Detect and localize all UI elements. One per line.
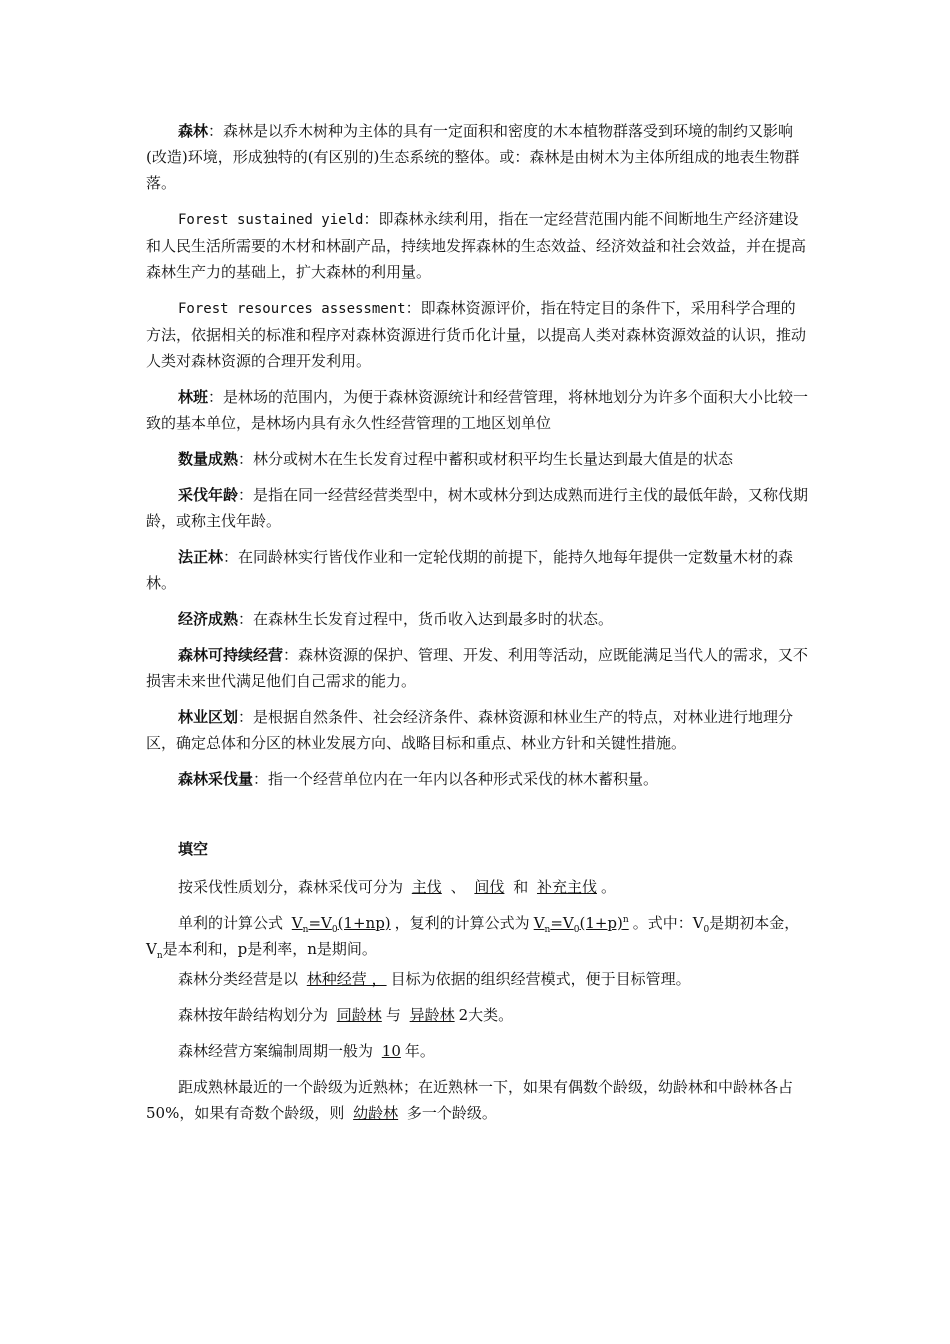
fill-question: 按采伐性质划分，森林采伐可分为 主伐 、 间伐 和 补充主伐 。 xyxy=(178,878,617,896)
definition-term: 森林可持续经营 xyxy=(178,646,284,664)
definition-term: Forest resources assessment xyxy=(178,301,406,317)
formula-blank: $V_n=V_0(1+np)$ xyxy=(291,914,391,935)
definition-term: 林业区划 xyxy=(178,708,239,726)
definition-term: 采伐年龄 xyxy=(178,486,239,504)
definition-paragraph: Forest sustained yield：即森林永续利用，指在一定经营范围内能不间断地生产经济建设和人民生活所需要的木材和林副产品，持续地发挥森林的生态效益、经济效益和社会效益，并在提高森林生产力的基础上，扩大森林的利用量。 xyxy=(146,210,807,281)
document-body xyxy=(146,118,810,1136)
fill-question: 森林按年龄结构划分为 同龄林 与 异龄林 2大类。 xyxy=(178,1006,514,1024)
answer-blank: 间伐 xyxy=(474,878,505,896)
definition-term: 森林采伐量 xyxy=(178,770,254,788)
definition-paragraph: 森林可持续经营：森林资源的保护、管理、开发、利用等活动，应既能满足当代人的需求，又不损害未来世代满足他们自己需求的能力。 xyxy=(146,646,809,690)
definition-text: 是林场的范围内，为便于森林资源统计和经营管理，将林地划分为许多个面积大小比较一致的基本单位，是林场内具有永久性经营管理的工地区划单位 xyxy=(146,388,809,432)
definition-paragraph: 林班：是林场的范围内，为便于森林资源统计和经营管理，将林地划分为许多个面积大小比较一致的基本单位，是林场内具有永久性经营管理的工地区划单位 xyxy=(146,388,809,432)
answer-blank: 林种经营 ， xyxy=(306,970,387,988)
answer-blank: 10 xyxy=(381,1042,401,1060)
definition-paragraph: 数量成熟：林分或树木在生长发育过程中蓄积或材积平均生长量达到最大值是的状态 xyxy=(178,450,734,468)
definition-term: 法正林 xyxy=(178,548,224,566)
definition-text: 森林是以乔木树种为主体的具有一定面积和密度的木本植物群落受到环境的制约又影响(改造)环境，形成独特的(有区别的)生态系统的整体。或：森林是由树木为主体所组成的地表生物群落。 xyxy=(146,122,800,192)
fill-question: 距成熟林最近的一个龄级为近熟林；在近熟林一下，如果有偶数个龄级，幼龄林和中龄林各占50%，如果有奇数个龄级，则 幼龄林 多一个龄级。 xyxy=(146,1078,794,1122)
definition-term: 林班 xyxy=(178,388,209,406)
answer-blank: 同龄林 xyxy=(336,1006,382,1024)
definition-term: 数量成熟 xyxy=(178,450,239,468)
definition-text: 即森林永续利用，指在一定经营范围内能不间断地生产经济建设和人民生活所需要的木材和林副产品，持续地发挥森林的生态效益、经济效益和社会效益，并在提高森林生产力的基础上，扩大森林的利用量。 xyxy=(146,210,807,281)
definition-text: 森林资源的保护、管理、开发、利用等活动，应既能满足当代人的需求，又不损害未来世代满足他们自己需求的能力。 xyxy=(146,646,809,690)
definition-text: 是指在同一经营经营类型中，树木或林分到达成熟而进行主伐的最低年龄，又称伐期龄，或称主伐年龄。 xyxy=(146,486,809,530)
definition-paragraph: 森林采伐量：指一个经营单位内在一年内以各种形式采伐的林木蓄积量。 xyxy=(178,770,659,788)
formula-blank: $V_n=V_0(1+p)^n$ xyxy=(533,914,629,935)
definition-text: 在同龄林实行皆伐作业和一定轮伐期的前提下，能持久地每年提供一定数量木材的森林。 xyxy=(146,548,794,592)
definition-term: Forest sustained yield xyxy=(178,212,364,228)
definition-paragraph: Forest resources assessment：即森林资源评价，指在特定目的条件下，采用科学合理的方法，依据相关的标准和程序对森林资源进行货币化计量，以提高人类对森林资源效益的认识，推动人类对森林资源的合理开发利用。 xyxy=(146,299,807,370)
fill-question: 单利的计算公式 $V_n=V_0(1+np)$ ，复利的计算公式为 $V_n=V_0(1+p)^n$ 。式中：$V_0$是期初本金，$V_n$是本利和，p是利率，n是期间。 xyxy=(146,914,800,961)
definition-text: 是根据自然条件、社会经济条件、森林资源和林业生产的特点，对林业进行地理分区，确定总体和分区的林业发展方向、战略目标和重点、林业方针和关键性措施。 xyxy=(146,708,794,752)
definition-paragraph: 采伐年龄：是指在同一经营经营类型中，树木或林分到达成熟而进行主伐的最低年龄，又称伐期龄，或称主伐年龄。 xyxy=(146,486,809,530)
definition-term: 森林 xyxy=(178,122,209,140)
answer-blank: 补充主伐 xyxy=(536,878,597,896)
definition-text: 即森林资源评价，指在特定目的条件下，采用科学合理的方法，依据相关的标准和程序对森林资源进行货币化计量，以提高人类对森林资源效益的认识，推动人类对森林资源的合理开发利用。 xyxy=(146,299,807,370)
section-title: 填空 xyxy=(178,840,209,858)
fill-question: 森林经营方案编制周期一般为 10 年。 xyxy=(178,1042,435,1060)
definition-paragraph: 法正林：在同龄林实行皆伐作业和一定轮伐期的前提下，能持久地每年提供一定数量木材的森林。 xyxy=(146,548,794,592)
definition-term: 经济成熟 xyxy=(178,610,239,628)
answer-blank: 异龄林 xyxy=(409,1006,455,1024)
answer-blank: 主伐 xyxy=(411,878,442,896)
definition-paragraph: 经济成熟：在森林生长发育过程中，货币收入达到最多时的状态。 xyxy=(178,610,614,628)
definition-text: 指一个经营单位内在一年内以各种形式采伐的林木蓄积量。 xyxy=(268,770,659,788)
definition-text: 林分或树木在生长发育过程中蓄积或材积平均生长量达到最大值是的状态 xyxy=(253,450,734,468)
definition-paragraph: 林业区划：是根据自然条件、社会经济条件、森林资源和林业生产的特点，对林业进行地理分区，确定总体和分区的林业发展方向、战略目标和重点、林业方针和关键性措施。 xyxy=(146,708,794,752)
definition-paragraph: 森林：森林是以乔木树种为主体的具有一定面积和密度的木本植物群落受到环境的制约又影响(改造)环境，形成独特的(有区别的)生态系统的整体。或：森林是由树木为主体所组成的地表生物群落。 xyxy=(146,122,800,192)
definition-text: 在森林生长发育过程中，货币收入达到最多时的状态。 xyxy=(253,610,614,628)
fill-question: 森林分类经营是以 林种经营 ， 目标为依据的组织经营模式，便于目标管理。 xyxy=(178,970,691,988)
answer-blank: 幼龄林 xyxy=(353,1104,399,1122)
